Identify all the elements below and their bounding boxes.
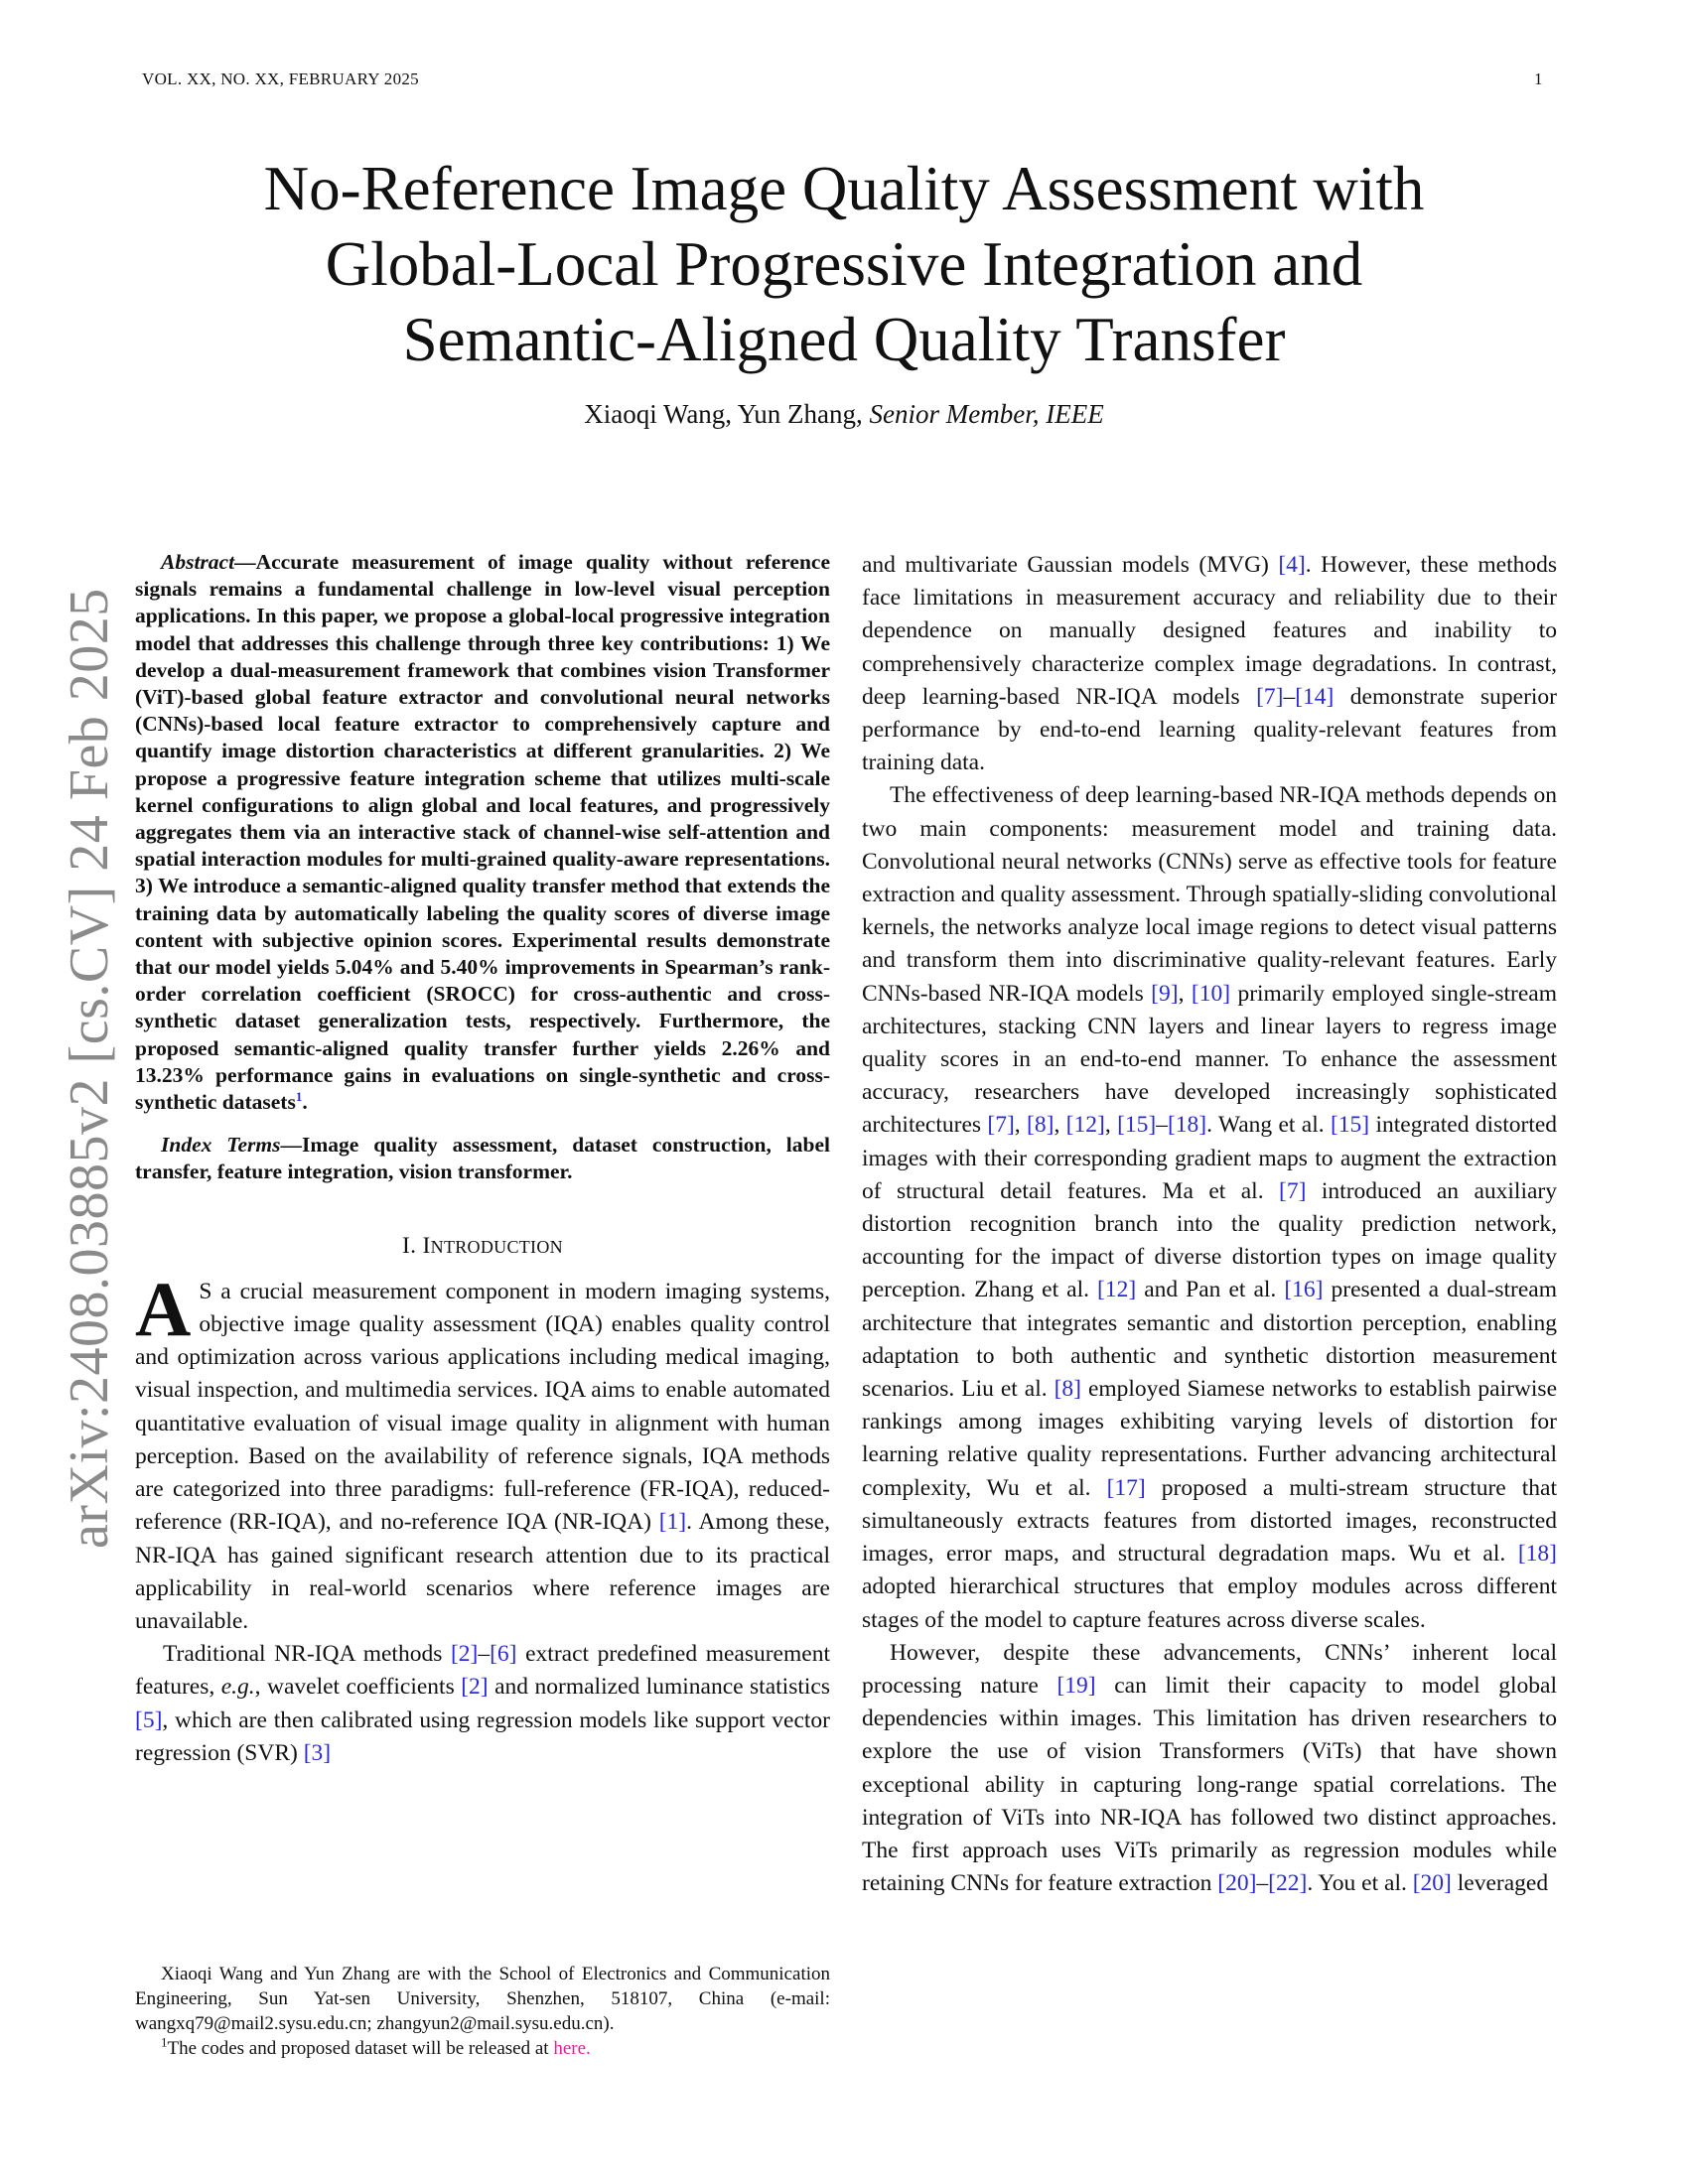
left-column	[135, 549, 830, 1770]
body-text: leveraged	[1451, 1870, 1549, 1897]
body-text: However, despite these advancements, CNNs’ inherent local processing nature	[862, 1639, 1557, 1699]
index-terms	[135, 1132, 830, 1185]
right-paragraph-3	[862, 1637, 1557, 1901]
footnotes	[135, 1962, 830, 2061]
intro-p2-text: and normalized luminance statistics	[488, 1674, 830, 1701]
citation-link[interactable]: [14]	[1295, 683, 1335, 710]
citation-link[interactable]: [8]	[1027, 1112, 1055, 1139]
body-text: . You et al.	[1307, 1870, 1413, 1897]
citation-link[interactable]: [20]	[1412, 1870, 1452, 1897]
intro-p2-text: , which are then calibrated using regression models like support vector regression (SVR)	[135, 1706, 830, 1766]
footnote-mark: 1	[161, 2034, 168, 2050]
body-text: . Wang et al.	[1206, 1112, 1331, 1139]
running-header: VOL. XX, NO. XX, FEBRUARY 2025	[142, 69, 419, 88]
abstract	[135, 549, 830, 1116]
citation-link[interactable]: [12]	[1097, 1277, 1137, 1303]
code-release-link[interactable]: here.	[553, 2038, 591, 2059]
citation-link[interactable]: [22]	[1268, 1870, 1308, 1897]
body-text: presented a dual-stream architecture that integrates semantic and distortion perception, enabling adaptation to both authentic and synthetic distortion measurement scenarios. Liu et al.	[862, 1277, 1557, 1403]
body-text: integrated distorted images with their corresponding gradient maps to augment the extraction of structural detail features. Ma et al.	[862, 1112, 1558, 1204]
right-paragraph-2	[862, 779, 1557, 1636]
separator: ,	[1014, 1112, 1028, 1139]
page-number: 1	[1534, 69, 1543, 88]
citation-link[interactable]: [8]	[1054, 1376, 1081, 1403]
citation-link[interactable]: [16]	[1284, 1277, 1324, 1303]
citation-link[interactable]: [7]	[987, 1112, 1015, 1139]
citation-link[interactable]: [5]	[135, 1706, 163, 1733]
separator: ,	[1104, 1112, 1118, 1139]
affiliation-footnote: Xiaoqi Wang and Yun Zhang are with the School of Electronics and Communication Engineering, Sun Yat-sen University, Shenzhen, 518107, China (e-mail: wangxq79@mail2.sysu.edu.cn; zhangyun2@mail.sysu.edu.cn).	[135, 1964, 830, 2034]
citation-link[interactable]: [15]	[1117, 1112, 1157, 1139]
author-membership: Senior Member, IEEE	[869, 399, 1104, 429]
body-text: proposed a multi-stream structure that simultaneously extracts features from distorted images, reconstructed images, error maps, and structural degradation maps. Wu et al.	[862, 1474, 1557, 1568]
intro-paragraph-2	[135, 1638, 830, 1770]
index-terms-label: Index Terms	[161, 1133, 281, 1158]
intro-p1-text: S a crucial measurement component in modern imaging systems, objective image quality assessment (IQA) enables quality control and optimization across various applications including medical imaging, visual inspection, and multimedia services. IQA aims to enable automated quantitative evaluation of visual image quality in alignment with human perception. Based on the availability of reference signals, IQA methods are categorized into three paradigms: full-reference (FR-IQA), reduced-reference (RR-IQA), and no-reference IQA (NR-IQA)	[135, 1278, 830, 1536]
range-dash: –	[478, 1641, 491, 1668]
author-names: Xiaoqi Wang, Yun Zhang,	[584, 399, 870, 429]
abstract-text: —Accurate measurement of image quality without reference signals remains a fundamental challenge in low-level visual perception applications. In this paper, we propose a global-local progressive integration model that addresses this challenge through three key contributions: 1) We develop a dual-measurement framework that combines vision Transformer (ViT)-based global feature extractor and convolutional neural networks (CNNs)-based local feature extractor to comprehensively capture and quantify image distortion characteristics at different granularities. 2) We propose a progressive feature integration scheme that utilizes multi-scale kernel configurations to align global and local features, and progressively aggregates them via an interactive stack of channel-wise self-attention and spatial interaction modules for multi-grained quality-aware representations. 3) We introduce a semantic-aligned quality transfer method that extends the training data by automatically labeling the quality scores of diverse image content with subjective opinion scores. Experimental results demonstrate that our model yields 5.04% and 5.40% improvements in Spearman’s rank-order correlation coefficient (SROCC) for cross-authentic and cross-synthetic dataset generalization tests, respectively. Furthermore, the proposed semantic-aligned quality transfer further yields 2.26% and 13.23% performance gains in evaluations on single-synthetic and cross-synthetic datasets	[135, 550, 830, 1115]
citation-link[interactable]: [17]	[1106, 1474, 1146, 1501]
body-text: . However, these methods face limitations in measurement accuracy and reliability due to their dependence on manually designed features and inability to comprehensively characterize complex image degradations. In contrast, deep learning-based NR-IQA models	[862, 552, 1558, 710]
citation-link[interactable]: [2]	[461, 1674, 489, 1701]
intro-p2-eg: e.g.	[220, 1674, 255, 1701]
citation-link[interactable]: [7]	[1279, 1177, 1307, 1204]
right-column	[862, 549, 1557, 1900]
section-title-rest: NTRODUCTION	[430, 1236, 563, 1257]
body-text: primarily employed single-stream architectures, stacking CNN layers and linear layers to regress image quality scores in an end-to-end manner. To enhance the assessment accuracy, researchers have developed increasingly sophisticated architectures	[862, 980, 1557, 1139]
right-paragraph-1	[862, 549, 1557, 779]
citation-link[interactable]: [18]	[1167, 1112, 1207, 1139]
body-text: introduced an auxiliary distortion recognition branch into the quality prediction network, accounting for the impact of diverse distortion types on image quality perception. Zhang et al.	[862, 1177, 1557, 1303]
title-line-3: Semantic-Aligned Quality Transfer	[402, 305, 1286, 374]
citation-link[interactable]: [10]	[1191, 980, 1231, 1007]
citation-link[interactable]: [19]	[1056, 1672, 1096, 1699]
citation-link[interactable]: [9]	[1151, 980, 1179, 1007]
paper-title	[149, 151, 1539, 377]
arxiv-stamp: arXiv:2408.03885v2 [cs.CV] 24 Feb 2025	[59, 588, 120, 1549]
abstract-end: .	[302, 1090, 308, 1115]
title-line-1: No-Reference Image Quality Assessment with	[263, 154, 1425, 223]
index-terms-text: —Image quality assessment, dataset construction, label transfer, feature integration, vision transformer.	[135, 1133, 830, 1184]
range-dash: –	[1156, 1112, 1168, 1139]
separator: ,	[1054, 1112, 1066, 1139]
footnote-link[interactable]: 1	[295, 1088, 303, 1104]
intro-paragraph-1	[135, 1265, 830, 1638]
body-text: and multivariate Gaussian models (MVG)	[862, 552, 1279, 578]
citation-link[interactable]: [1]	[658, 1509, 687, 1536]
code-footnote-text: The codes and proposed dataset will be released at	[167, 2038, 554, 2059]
citation-link[interactable]: [7]	[1256, 683, 1284, 710]
citation-link[interactable]: [6]	[490, 1641, 517, 1668]
citation-link[interactable]: [3]	[303, 1739, 332, 1766]
section-heading	[135, 1230, 830, 1264]
range-dash: –	[1283, 683, 1296, 710]
body-text: and Pan et al.	[1136, 1277, 1285, 1303]
citation-link[interactable]: [18]	[1517, 1541, 1557, 1568]
citation-link[interactable]: [15]	[1330, 1112, 1370, 1139]
body-text: adopted hierarchical structures that employ modules across different stages of the model to capture features across diverse scales.	[862, 1573, 1557, 1633]
drop-cap: A	[135, 1265, 192, 1352]
title-line-2: Global-Local Progressive Integration and	[325, 229, 1363, 299]
intro-p2-text: , wavelet coefficients	[254, 1674, 462, 1701]
authors	[149, 399, 1539, 430]
separator: ,	[1178, 980, 1192, 1007]
intro-p2-text: Traditional NR-IQA methods	[163, 1641, 451, 1668]
body-text: demonstrate superior performance by end-to-end learning quality-relevant features from training data.	[862, 683, 1558, 776]
body-text: The effectiveness of deep learning-based NR-IQA methods depends on two main components: measurement model and training data. Convolutional neural networks (CNNs) serve as effective tools for feature extraction and quality assessment. Through spatially-sliding convolutional kernels, the networks analyze local image regions to detect visual patterns and transform them into discriminative quality-relevant features. Early CNNs-based NR-IQA models	[862, 782, 1557, 1007]
abstract-label: Abstract	[161, 550, 235, 574]
citation-link[interactable]: [4]	[1278, 552, 1306, 578]
intro-p1-end: . Among these, NR-IQA has gained significant research attention due to its practical applicability in real-world scenarios where reference images are unavailable.	[135, 1509, 830, 1634]
body-text: employed Siamese networks to establish pairwise rankings among images exhibiting varying levels of distortion for learning relative quality representations. Further advancing architectural complexity, Wu et al.	[862, 1376, 1557, 1501]
section-numeral: I.	[402, 1232, 423, 1259]
citation-link[interactable]: [2]	[450, 1641, 479, 1668]
intro-p2-text: extract predefined measurement features,	[135, 1641, 830, 1701]
body-text: can limit their capacity to model global dependencies within images. This limitation has driven researchers to explore the use of vision Transformers (ViTs) that have shown exceptional ability in capturing long-range spatial correlations. The integration of ViTs into NR-IQA has followed two distinct approaches. The first approach uses ViTs primarily as regression modules while retaining CNNs for feature extraction	[862, 1672, 1557, 1897]
section-initial: I	[422, 1232, 431, 1259]
citation-link[interactable]: [20]	[1217, 1870, 1257, 1897]
range-dash: –	[1256, 1870, 1269, 1897]
code-footnote	[135, 2036, 830, 2061]
citation-link[interactable]: [12]	[1065, 1112, 1105, 1139]
